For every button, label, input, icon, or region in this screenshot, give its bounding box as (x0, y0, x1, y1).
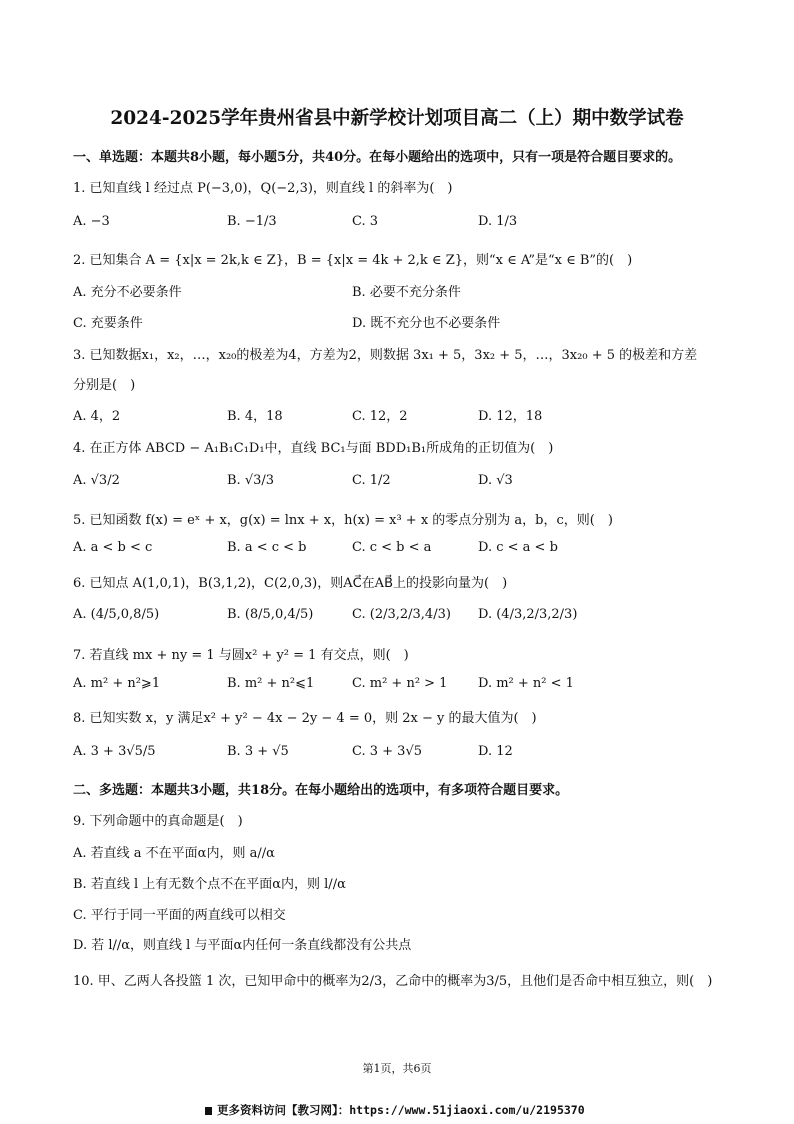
q10-stem: 10. 甲、乙两人各投篮 1 次，已知甲命中的概率为2/3，乙命中的概率为3/5，且他们是否命中相互独立，则( ) (73, 974, 713, 989)
q6-option-a: A. (4/5,0,8/5) (73, 607, 160, 622)
q2-option-b: B. 必要不充分条件 (352, 285, 461, 300)
q4-option-a: A. √3/2 (73, 473, 120, 488)
q1-option-b: B. −1/3 (227, 214, 277, 229)
q7-stem: 7. 若直线 mx + ny = 1 与圆x² + y² = 1 有交点，则( ) (73, 648, 409, 663)
promo-link[interactable] (205, 1102, 585, 1118)
q3-option-c: C. 12，2 (352, 409, 408, 424)
q8-stem: 8. 已知实数 x，y 满足x² + y² − 4x − 2y − 4 = 0，则 2x − y 的最大值为( ) (73, 711, 537, 726)
q1-option-c: C. 3 (352, 214, 379, 229)
q9-stem: 9. 下列命题中的真命题是( ) (73, 814, 243, 829)
q8-option-b: B. 3 + √5 (227, 744, 289, 759)
q6-option-b: B. (8/5,0,4/5) (227, 607, 314, 622)
q3-option-b: B. 4，18 (227, 409, 283, 424)
q8-option-d: D. 12 (478, 744, 513, 759)
q3-stem-line1: 3. 已知数据x₁，x₂，…，x₂₀的极差为4，方差为2，则数据 3x₁ + 5，3x₂ + 5，…，3x₂₀ + 5 的极差和方差 (73, 348, 698, 363)
section-2-header: 二、多选题：本题共3小题，共18分。在每小题给出的选项中，有多项符合题目要求。 (73, 783, 569, 798)
q2-option-a: A. 充分不必要条件 (73, 285, 182, 300)
q2-option-c: C. 充要条件 (73, 316, 143, 331)
section-1-header: 一、单选题：本题共8小题，每小题5分，共40分。在每小题给出的选项中，只有一项是符合题目要求的。 (73, 150, 682, 165)
q4-option-d: D. √3 (478, 473, 513, 488)
q2-option-d: D. 既不充分也不必要条件 (352, 316, 501, 331)
q6-stem: 6. 已知点 A(1,0,1)，B(3,1,2)，C(2,0,3)，则AC⃗在AB⃗上的投影向量为( ) (73, 576, 508, 591)
q3-stem-line2: 分别是( ) (73, 378, 136, 393)
q2-stem: 2. 已知集合 A = {x|x = 2k,k ∈ Z}，B = {x|x = 4k + 2,k ∈ Z}，则“x ∈ A”是“x ∈ B”的( ) (73, 253, 633, 268)
q5-option-a: A. a < b < c (73, 540, 153, 555)
q9-option-c: C. 平行于同一平面的两直线可以相交 (73, 908, 286, 923)
q4-option-c: C. 1/2 (352, 473, 391, 488)
q9-option-b: B. 若直线 l 上有无数个点不在平面α内，则 l//α (73, 877, 346, 892)
q6-option-d: D. (4/3,2/3,2/3) (478, 607, 578, 622)
page-title: 2024-2025学年贵州省县中新学校计划项目高二（上）期中数学试卷 (110, 108, 684, 129)
promo-link-text: 更多资料访问【教习网】：https://www.51jiaoxi.com/u/2195370 (217, 1103, 585, 1117)
q7-option-a: A. m² + n²⩾1 (73, 676, 161, 691)
q4-option-b: B. √3/3 (227, 473, 275, 488)
q7-option-d: D. m² + n² < 1 (478, 676, 574, 691)
q7-option-c: C. m² + n² > 1 (352, 676, 448, 691)
q8-option-a: A. 3 + 3√5/5 (73, 744, 156, 759)
q1-option-a: A. −3 (73, 214, 110, 229)
q6-option-c: C. (2/3,2/3,4/3) (352, 607, 451, 622)
q9-option-d: D. 若 l//α，则直线 l 与平面α内任何一条直线都没有公共点 (73, 938, 412, 953)
q9-option-a: A. 若直线 a 不在平面α内，则 a//α (73, 846, 275, 861)
q5-stem: 5. 已知函数 f(x) = eˣ + x，g(x) = lnx + x，h(x) = x³ + x 的零点分别为 a，b，c，则( ) (73, 513, 613, 528)
q7-option-b: B. m² + n²⩽1 (227, 676, 315, 691)
q8-option-c: C. 3 + 3√5 (352, 744, 423, 759)
q5-option-b: B. a < c < b (227, 540, 307, 555)
q1-stem: 1. 已知直线 l 经过点 P(−3,0)，Q(−2,3)，则直线 l 的斜率为( ) (73, 181, 453, 196)
q4-stem: 4. 在正方体 ABCD − A₁B₁C₁D₁中，直线 BC₁与面 BDD₁B₁所成角的正切值为( ) (73, 441, 554, 456)
q5-option-d: D. c < a < b (478, 540, 558, 555)
flag-icon (205, 1107, 212, 1115)
q3-option-d: D. 12，18 (478, 409, 543, 424)
q5-option-c: C. c < b < a (352, 540, 432, 555)
page-footer: 第1页，共6页 (362, 1062, 432, 1075)
q3-option-a: A. 4，2 (73, 409, 121, 424)
q1-option-d: D. 1/3 (478, 214, 518, 229)
